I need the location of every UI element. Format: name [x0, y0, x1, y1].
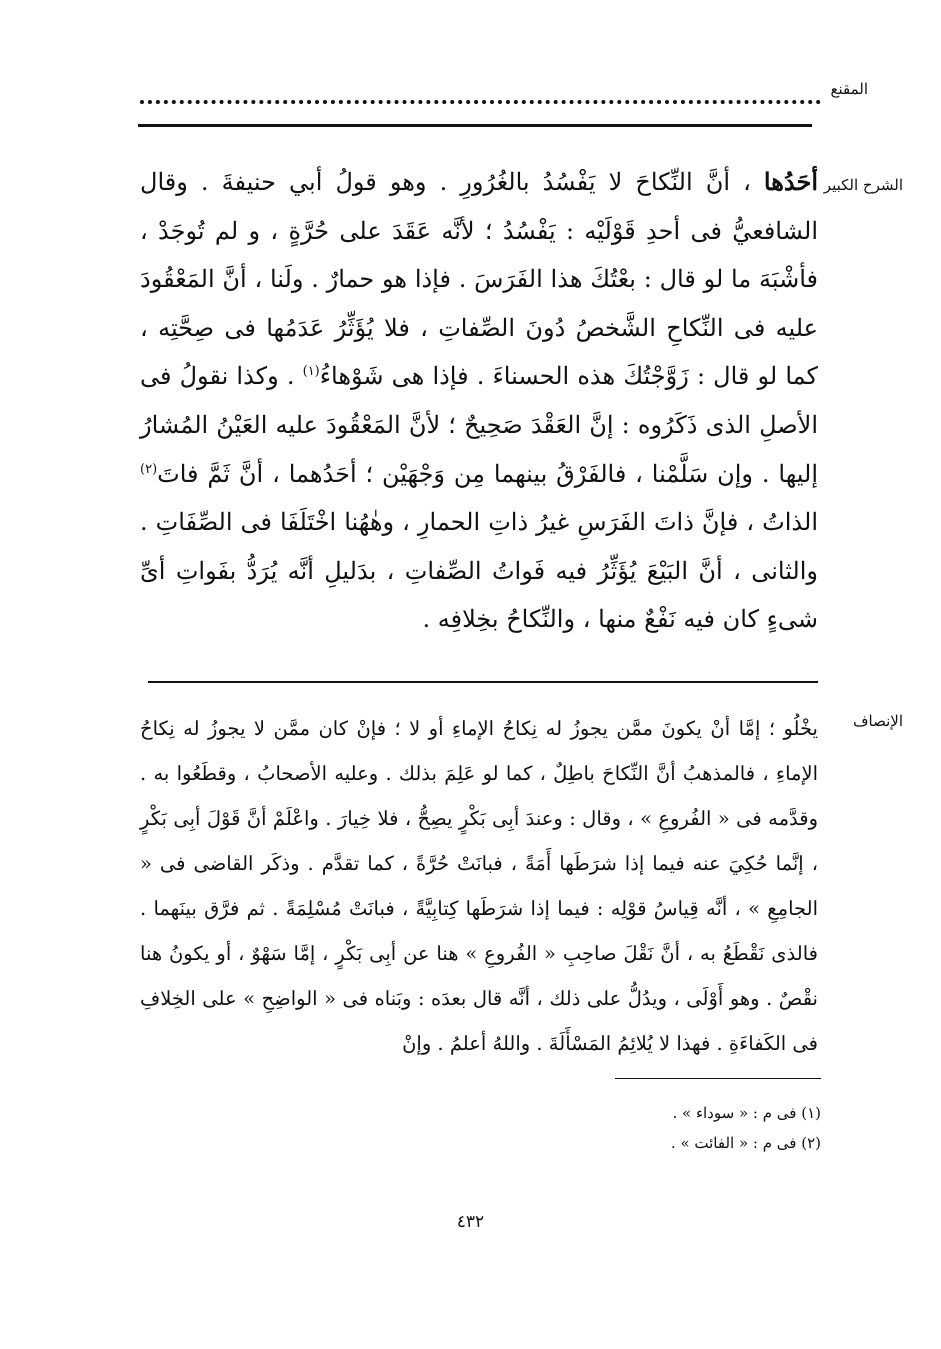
footnote-ref-2: (٢) [140, 461, 158, 477]
footnote-ref-1: (١) [302, 364, 320, 380]
sharh-text-part-1: ، أنَّ النِّكاحَ لا يَفْسُدُ بالغُرُورِ . وهو قولُ أبي حنيفةَ . وقال الشافعيُّ فى أحدِ قَوْلَيْه : يَفْسُدُ ؛ لأنَّه عَقَدَ على حُرَّةٍ ، و لم تُوجَدْ ، فأشْبَهَ ما لو قال : بعْتُكَ هذا الفَرَسَ . فإذا هو حمارٌ . ولَنا ، أنَّ المَعْقُودَ عليه فى النِّكاحِ الشَّخصُ دُونَ الصِّفاتِ ، فلا يُؤَثِّرُ عَدَمُها فى صِحَّتِه ، كما لو قال : زَوَّجْتُكَ هذه الحسناءَ . فإذا هى شَوْهاءُ [140, 168, 818, 391]
footnotes [421, 1098, 821, 1158]
footnote-1: (١) فى م : « سوداء » . [672, 1104, 821, 1122]
insaf-text-block [140, 706, 818, 1066]
insaf-paragraph: يخْلُو ؛ إمَّا أنْ يكونَ ممَّن يجوزُ له نِكاحُ الإماءِ أو لا ؛ فإنْ كان ممَّن لا يجوزُ له نِكاحُ الإماءِ ، فالمذهبُ أنَّ النِّكاحَ باطِلٌ ، كما لو عَلِمَ بذلك . وعليه الأصحابُ ، وقطَعُوا به . وقدَّمه فى « الفُروعِ » ، وقال : وعندَ أبِى بَكْرٍ يصِحُّ ، فلا خِيارَ . واعْلَمْ أنَّ قَوْلَ أبِى بَكْرٍ ، إنَّما حُكِيَ عنه فيما إذا شرَطَها أَمَةً ، فبانَتْ حُرَّةً ، كما تقدَّم . وذكَر القاضى فى « الجامِعِ » ، أنَّه قِياسُ قوْلِه : فيما إذا شرَطَها كِتابِيَّةً ، فبانَتْ مُسْلِمَةً . ثم فرَّق بينَهما . فالذى نَقْطَعُ به ، أنَّ نَقْلَ صاحِبِ « الفُروعِ » هنا عن أبِى بَكْرٍ ، إمَّا سَهْوٌ ، أو يكونُ هنا نقْصٌ . وهو أَوْلَى ، ويدُلُّ على ذلك ، أنَّه قال بعدَه : وبَناه فى « الواضِحِ » على الخِلافِ فى الكَفاءَةِ . فهذا لا يُلائِمُ المَسْأَلَةَ . واللهُ أعلمُ . وإنْ [140, 717, 818, 1055]
footnote-2: (٢) فى م : « الفائت » . [670, 1134, 821, 1152]
margin-label-insaf: الإنصاف [852, 712, 903, 730]
header-dotted-leader [140, 88, 821, 104]
page-number: ٤٣٢ [456, 1212, 485, 1232]
sharh-text-part-2: . وكذا نقولُ فى الأصلِ الذى ذَكَرُوه : إنَّ العَقْدَ صَحِيحٌ ؛ لأنَّ المَعْقُودَ عليه العَيْنُ المُشارُ إليها . وإن سَلَّمْنا ، فالفَرْقُ بينهما مِن وَجْهَيْن ؛ أحَدُهما ، أنَّ ثَمَّ فاتَ [140, 362, 818, 488]
lead-word: أحَدُها [763, 167, 818, 196]
sharh-paragraph [140, 158, 818, 644]
section-divider [148, 681, 818, 683]
running-title: المقنع [830, 80, 868, 98]
header-rule [138, 124, 812, 127]
sharh-text-part-3: الذاتُ ، فإنَّ ذاتَ الفَرَسِ غيرُ ذاتِ الحمارِ ، وهٰهُنا اخْتَلَفَا فى الصِّفَاتِ . والثانى ، أنَّ البَيْعَ يُؤَثِّرُ فيه فَواتُ الصِّفاتِ ، بدَليلِ أنَّه يُرَدُّ بفَواتِ أىِّ شىءٍ كان فيه نَفْعٌ منها ، والنِّكاحُ بخِلافِه . [140, 508, 818, 634]
sharh-text-block [140, 158, 818, 644]
footnote-rule [615, 1078, 821, 1079]
margin-label-sharh: الشرح الكبير [823, 176, 903, 194]
